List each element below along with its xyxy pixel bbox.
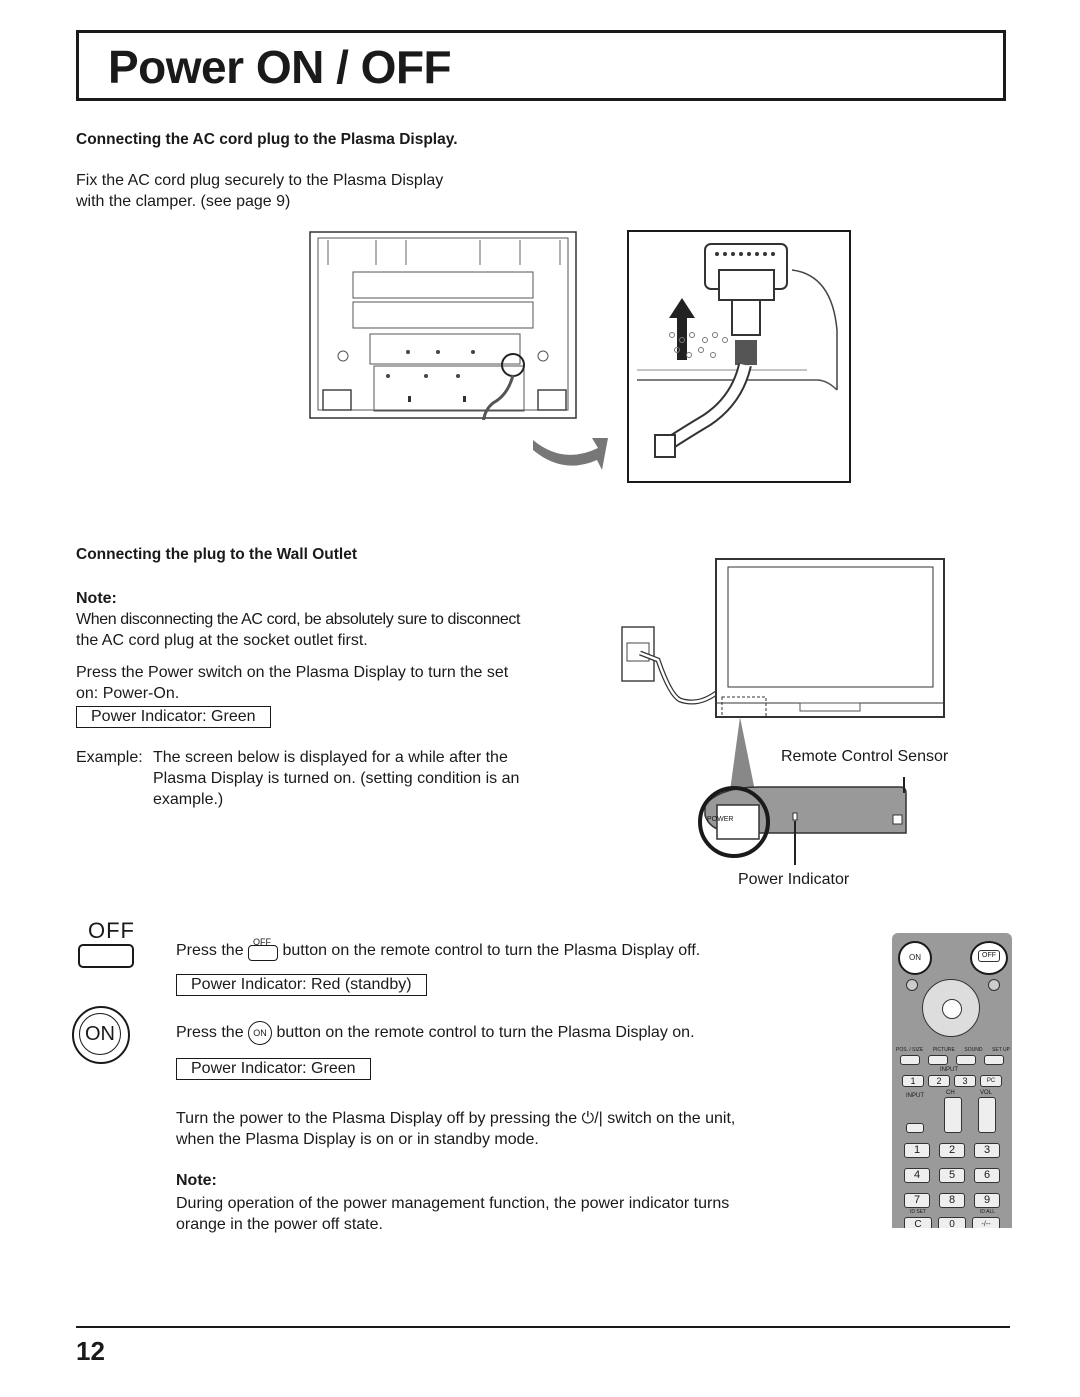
remote-key: PC — [980, 1075, 1002, 1087]
paragraph-line: on: Power-On. — [76, 685, 180, 702]
text: Press the — [176, 1024, 244, 1042]
display-front-illustration — [610, 555, 950, 865]
off-button-icon — [78, 944, 134, 968]
remote-label: PICTURE — [932, 1047, 955, 1053]
on-instruction — [176, 1021, 695, 1045]
note-label: Note: — [76, 590, 117, 607]
remote-row — [900, 1055, 1004, 1065]
remote-key: 4 — [904, 1168, 930, 1183]
remote-number-pad — [904, 1143, 1000, 1208]
power-indicator-green-box-2: Power Indicator: Green — [176, 1058, 371, 1080]
on-button-icon — [72, 1006, 130, 1064]
page-number: 12 — [76, 1336, 105, 1366]
remote-ch-rocker — [944, 1097, 962, 1133]
remote-button — [988, 979, 1000, 991]
remote-id-all-label: ID ALL — [980, 1209, 996, 1215]
remote-key: 8 — [939, 1193, 965, 1208]
remote-id-set-label: ID SET — [910, 1209, 927, 1215]
section-heading-ac-cord: Connecting the AC cord plug to the Plasma Display. — [76, 131, 458, 148]
remote-key: 7 — [904, 1193, 930, 1208]
remote-input-side-label: INPUT — [906, 1093, 924, 1099]
remote-input-row — [902, 1075, 1002, 1087]
text: button on the remote control to turn the Plasma Display on. — [276, 1024, 695, 1042]
dpad-center — [942, 999, 962, 1019]
remote-key: 6 — [974, 1168, 1000, 1183]
remote-mute-button — [906, 1123, 924, 1133]
power-indicator-label: Power Indicator — [738, 871, 850, 888]
remote-key: 9 — [974, 1193, 1000, 1208]
remote-vol-label: VOL — [980, 1090, 993, 1096]
text: button on the remote control to turn the Plasma Display off. — [282, 942, 701, 959]
power-indicator-red-box: Power Indicator: Red (standby) — [176, 974, 427, 996]
remote-off-label: OFF — [978, 950, 1000, 962]
remote-button — [928, 1055, 948, 1065]
remote-key: 1 — [904, 1143, 930, 1158]
paragraph-line: When disconnecting the AC cord, be absolutely sure to disconnect — [76, 611, 521, 628]
remote-label: SOUND — [964, 1047, 983, 1053]
remote-off-button — [970, 941, 1008, 975]
remote-row-labels — [896, 1047, 1010, 1053]
remote-key: 3 — [974, 1143, 1000, 1158]
remote-label: SET UP — [992, 1047, 1010, 1053]
display-rear-panel-illustration — [308, 230, 578, 420]
remote-key: 2 — [939, 1143, 965, 1158]
remote-key: -/-- — [972, 1217, 1000, 1228]
paragraph-line: when the Plasma Display is on or in standby mode. — [176, 1131, 539, 1148]
remote-button — [906, 979, 918, 991]
remote-key: C — [904, 1217, 932, 1228]
arrow-icon — [528, 420, 613, 480]
remote-off-button-icon — [248, 936, 278, 961]
remote-button — [900, 1055, 920, 1065]
paragraph-line: The screen below is displayed for a while after the — [153, 749, 508, 766]
turn-off-instruction — [176, 1108, 735, 1129]
remote-control-illustration — [892, 933, 1012, 1228]
paragraph-line: Plasma Display is turned on. (setting condition is an — [153, 770, 520, 787]
off-icon-label: OFF — [88, 918, 135, 943]
paragraph-line: Press the Power switch on the Plasma Display to turn the set — [76, 664, 509, 681]
text: switch on the unit, — [607, 1110, 736, 1127]
remote-button — [984, 1055, 1004, 1065]
text: Turn the power to the Plasma Display off by pressing the — [176, 1110, 578, 1127]
text: Press the — [176, 942, 244, 959]
page-title: Power ON / OFF — [108, 41, 452, 93]
paragraph-line: orange in the power off state. — [176, 1216, 383, 1233]
remote-key: 3 — [954, 1075, 976, 1087]
paragraph-line: example.) — [153, 791, 224, 808]
remote-button — [956, 1055, 976, 1065]
remote-label: POS. / SIZE — [896, 1047, 924, 1053]
remote-ch-label: CH — [946, 1090, 955, 1096]
power-button-label: POWER — [707, 816, 734, 823]
footer-rule — [76, 1326, 1010, 1328]
note-label-2: Note: — [176, 1172, 217, 1189]
remote-key: 1 — [902, 1075, 924, 1087]
remote-key: 2 — [928, 1075, 950, 1087]
off-button-label: OFF — [253, 936, 272, 947]
remote-on-button-icon: ON — [248, 1021, 272, 1045]
section-heading-wall-outlet: Connecting the plug to the Wall Outlet — [76, 546, 357, 563]
remote-input-label: INPUT — [940, 1067, 958, 1073]
power-switch-icon: ⏻/| — [581, 1110, 603, 1127]
paragraph-line: Fix the AC cord plug securely to the Plasma Display — [76, 172, 444, 189]
power-indicator-green-box: Power Indicator: Green — [76, 706, 271, 728]
remote-on-button: ON — [898, 941, 932, 975]
remote-vol-rocker — [978, 1097, 996, 1133]
remote-key: 0 — [938, 1217, 966, 1228]
paragraph-line: During operation of the power management function, the power indicator turns — [176, 1195, 730, 1212]
paragraph-line: with the clamper. (see page 9) — [76, 193, 291, 210]
paragraph-line: the AC cord plug at the socket outlet first. — [76, 632, 368, 649]
remote-key: 5 — [939, 1168, 965, 1183]
off-instruction — [176, 936, 701, 961]
example-label: Example: — [76, 749, 143, 766]
remote-dpad — [922, 979, 980, 1037]
remote-control-sensor-label: Remote Control Sensor — [781, 748, 949, 765]
plug-detail-illustration — [627, 230, 851, 483]
on-icon-label: ON — [79, 1013, 121, 1055]
remote-bottom-row — [904, 1217, 1000, 1228]
